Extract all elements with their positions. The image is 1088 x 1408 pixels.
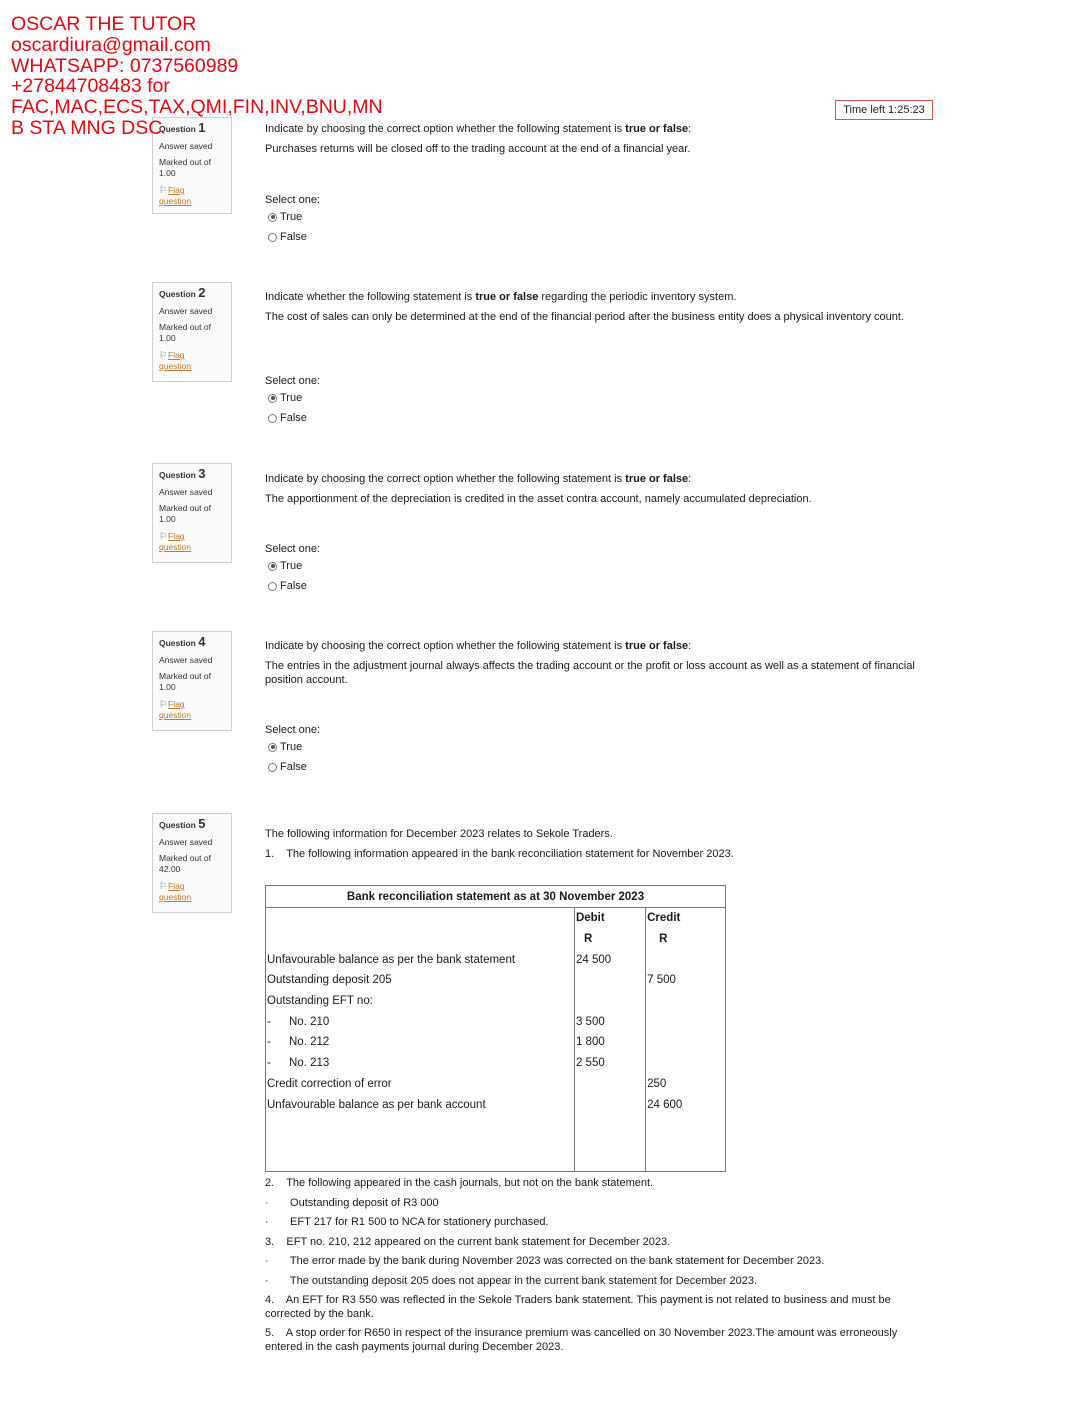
question-info-2 [152,282,232,382]
answer-block-1 [265,193,925,247]
debit-currency: R [574,929,645,950]
watermark-line: +27844708483 for [11,75,170,98]
watermark-line: B STA MNG DSC [11,116,163,139]
question-state: Answer saved [159,654,213,665]
flag-question-button[interactable]: ⚐Flag question [159,531,192,552]
option-false[interactable]: False [268,408,925,428]
table-row: - No. 212 1 800 [266,1032,726,1053]
question-info-5 [152,813,232,913]
question-statement: The apportionment of the depreciation is credited in the asset contra account, namely accumulated depreciation. [265,493,812,505]
question-number: Question 3 [159,466,206,481]
flag-icon: ⚐ [159,185,168,195]
option-false[interactable]: False [268,227,925,247]
question-info-4 [152,631,232,731]
table-row: Credit correction of error 250 [266,1074,726,1095]
question-intro: The following information for December 2023 relates to Sekole Traders. [265,828,613,840]
question-grade: Marked out of 1.00 [159,157,211,178]
quiz-timer: Time left 1:25:23 [835,100,933,120]
option-false[interactable]: False [268,757,925,777]
note-line: 5. A stop order for R650 in respect of the insurance premium was cancelled on 30 November 2023.The amount was erroneously entered in the cash payments journal during December 2023. [265,1327,901,1353]
question-grade: Marked out of 42.00 [159,853,211,874]
question-content-4 [265,639,925,687]
watermark-contact [11,14,383,139]
radio-true[interactable] [268,394,277,403]
watermark-line: FAC,MAC,ECS,TAX,QMI,FIN,INV,BNU,MN [11,96,383,119]
flag-icon: ⚐ [159,350,168,360]
table-row: - No. 213 2 550 [266,1053,726,1074]
answer-block-2 [265,374,925,428]
question-grade: Marked out of 1.00 [159,503,211,524]
radio-true[interactable] [268,213,277,222]
option-true[interactable]: True [268,388,925,408]
credit-currency: R [646,929,726,950]
question-grade: Marked out of 1.00 [159,322,211,343]
watermark-line: OSCAR THE TUTOR [11,13,197,35]
question-notes [265,1176,925,1354]
credit-header: Credit [646,908,726,929]
select-one-label: Select one: [265,724,321,736]
table-row: Unfavourable balance as per bank account 24 600 [266,1094,726,1115]
question-statement: The cost of sales can only be determined at the end of the financial period after the business entity does a physical inventory count. [265,311,904,323]
question-number: Question 2 [159,285,206,300]
watermark-line: WHATSAPP: 0737560989 [11,54,239,77]
option-true[interactable]: True [268,207,925,227]
question-statement: The entries in the adjustment journal always affects the trading account or the profit or loss account as well as a statement of financial position account. [265,660,915,686]
question-state: Answer saved [159,836,213,847]
debit-header: Debit [574,908,645,929]
question-number: Question 5 [159,816,206,831]
question-intro: Indicate by choosing the correct option whether the following statement is true or false: [265,473,692,485]
table-currency-row [266,929,726,950]
note-line: · The outstanding deposit 205 does not appear in the current bank statement for December 2023. [265,1274,758,1287]
question-number: Question 1 [159,120,206,135]
flag-question-button[interactable]: ⚐Flag question [159,881,192,902]
radio-false[interactable] [268,763,277,772]
watermark-line: oscardiura@gmail.com [11,33,211,56]
table-title-row [266,886,726,908]
radio-false[interactable] [268,582,277,591]
question-intro: Indicate whether the following statement is true or false regarding the periodic inventory system. [265,291,737,303]
flag-icon: ⚐ [159,881,168,891]
radio-false[interactable] [268,233,277,242]
question-intro: Indicate by choosing the correct option whether the following statement is true or false: [265,123,692,135]
table-row: Outstanding EFT no: [266,991,726,1012]
option-false[interactable]: False [268,576,925,596]
table-header-row [266,908,726,929]
question-content-2 [265,290,925,324]
radio-true[interactable] [268,743,277,752]
radio-false[interactable] [268,414,277,423]
note-line: 3. EFT no. 210, 212 appeared on the current bank statement for December 2023. [265,1235,671,1248]
flag-question-button[interactable]: ⚐Flag question [159,350,192,371]
question-statement: Purchases returns will be closed off to the trading account at the end of a financial year. [265,143,691,155]
table-row: Outstanding deposit 205 7 500 [266,970,726,991]
table-row: - No. 210 3 500 [266,1011,726,1032]
table-title: Bank reconciliation statement as at 30 November 2023 [266,886,726,908]
question-state: Answer saved [159,486,213,497]
flag-question-button[interactable]: ⚐Flag question [159,185,192,206]
question-item: 1. The following information appeared in the bank reconciliation statement for November 2023. [265,848,734,860]
note-line: · The error made by the bank during November 2023 was corrected on the bank statement for December 2023. [265,1255,825,1267]
question-state: Answer saved [159,305,213,316]
question-state: Answer saved [159,140,213,151]
note-line: · EFT 217 for R1 500 to NCA for stationery purchased. [265,1216,549,1228]
table-row: Unfavourable balance as per the bank statement 24 500 [266,949,726,970]
select-one-label: Select one: [265,543,321,555]
flag-icon: ⚐ [159,699,168,709]
option-true[interactable]: True [268,556,925,576]
question-info-3 [152,463,232,563]
answer-block-3 [265,542,925,596]
note-line: 2. The following appeared in the cash journals, but not on the bank statement. [265,1177,654,1189]
question-grade: Marked out of 1.00 [159,671,211,692]
note-line: · Outstanding deposit of R3 000 [265,1196,439,1209]
flag-question-button[interactable]: ⚐Flag question [159,699,192,720]
answer-block-4 [265,723,925,777]
radio-true[interactable] [268,562,277,571]
flag-icon: ⚐ [159,531,168,541]
question-number: Question 4 [159,634,206,649]
note-line: 4. An EFT for R3 550 was reflected in the Sekole Traders bank statement. This payment is not related to business and must be corrected by the bank. [265,1294,894,1320]
bank-reconciliation-table [265,885,726,1172]
question-content-5 [265,827,925,867]
option-true[interactable]: True [268,737,925,757]
select-one-label: Select one: [265,194,321,206]
select-one-label: Select one: [265,375,321,387]
table-empty-row [266,1115,726,1172]
question-intro: Indicate by choosing the correct option whether the following statement is true or false: [265,640,692,652]
question-content-3 [265,472,925,506]
